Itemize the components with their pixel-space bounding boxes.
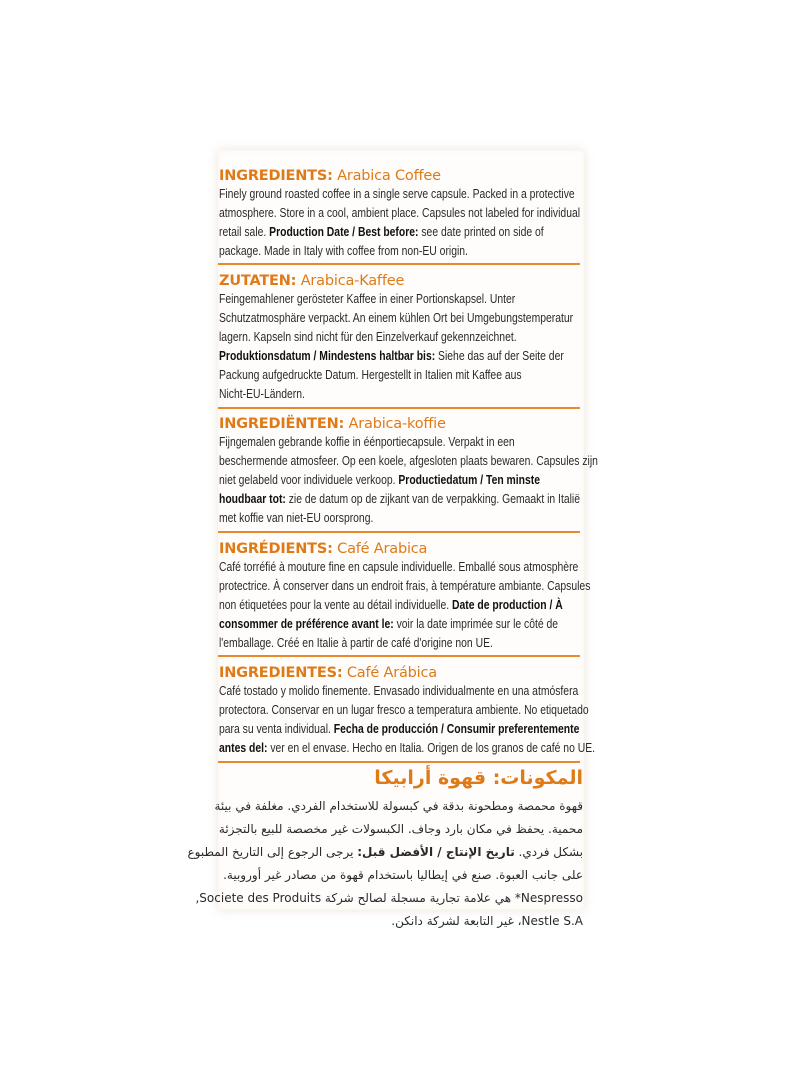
section-heading [218, 765, 583, 795]
section-body [219, 433, 598, 528]
text-line [219, 634, 581, 653]
line-text: Packung aufgedruckte Datum. Hergestellt in Italien mit Kaffee aus [219, 368, 522, 382]
section-body [219, 290, 581, 404]
heading-value: Arabica Coffee [337, 168, 441, 184]
text-line [219, 223, 581, 242]
text-line [219, 739, 596, 758]
line-bold-text: houdbaar tot: [219, 492, 286, 506]
line-text: ver en el envase. Hecho en Italia. Origen de los granos de café no UE. [267, 741, 596, 755]
section-divider [218, 407, 580, 409]
line-text: Siehe das auf der Seite der [435, 349, 564, 363]
ingredients-es [219, 664, 596, 758]
heading-key: INGREDIENTES: [219, 665, 343, 681]
line-bold-text: Production Date / Best before: [269, 225, 419, 239]
line-text: beschermende atmosfeer. Op een koele, afgesloten plaats bewaren. Capsules zijn [219, 454, 598, 468]
line-text: voir la date imprimée sur le côté de [393, 617, 559, 631]
heading-key: INGREDIENTS: [219, 168, 333, 184]
line-bold-text: تاريخ الإنتاج / الأفضل قبل: [357, 845, 515, 859]
line-text: يرجى الرجوع إلى التاريخ المطبوع [187, 845, 358, 859]
line-bold-text: consommer de préférence avant le: [219, 617, 394, 631]
heading-key: INGRÉDIENTS: [219, 541, 333, 557]
heading-value: Café Arabica [337, 541, 428, 557]
line-text: قهوة محمصة ومطحونة بدقة في كبسولة للاستخدام الفردي. مغلفة في بيئة [214, 799, 583, 813]
line-text: محمية. يحفظ في مكان بارد وجاف. الكبسولات غير مخصصة للبيع بالتجزئة [218, 822, 583, 836]
text-line [218, 818, 583, 841]
text-line [219, 490, 581, 509]
line-text: package. Made in Italy with coffee from non-EU origin. [219, 244, 468, 258]
section-heading [219, 540, 581, 558]
section-body [219, 558, 591, 653]
section-divider [218, 655, 580, 657]
line-text: Nicht-EU-Ländern. [219, 387, 305, 401]
heading-value: Arabica-Kaffee [300, 273, 405, 289]
heading-value: قهوة أرابيكا [374, 767, 487, 789]
text-line [219, 682, 581, 701]
section-body [219, 682, 596, 758]
line-text: lagern. Kapseln sind nicht für den Einzelverkauf gekennzeichnet. [219, 330, 517, 344]
text-line [219, 347, 581, 366]
heading-value: Café Arábica [346, 665, 437, 681]
heading-key: ZUTATEN: [219, 273, 297, 289]
line-text: Feingemahlener gerösteter Kaffee in einer Portionskapsel. Unter [219, 292, 516, 306]
text-line [195, 887, 583, 910]
section-heading [219, 167, 581, 185]
line-bold-text: antes del: [219, 741, 268, 755]
text-line [219, 185, 581, 204]
section-divider [218, 531, 580, 533]
text-line [219, 328, 581, 347]
line-text: بشكل فردي. [514, 845, 583, 859]
text-line [219, 577, 591, 596]
text-line [219, 309, 581, 328]
text-line [219, 720, 581, 739]
section-divider [218, 761, 580, 763]
line-bold-text: Productiedatum / Ten minste [398, 473, 541, 487]
line-text: l'emballage. Créé en Italie à partir de café d'origine non UE. [219, 636, 493, 650]
line-bold-text: Produktionsdatum / Mindestens haltbar bis: [219, 349, 436, 363]
text-line [218, 864, 583, 887]
text-line [219, 471, 581, 490]
text-line [219, 242, 581, 261]
text-line [219, 366, 581, 385]
text-line [219, 701, 589, 720]
text-line [219, 452, 598, 471]
ingredients-ar [187, 765, 583, 933]
text-line [219, 615, 581, 634]
text-line [219, 290, 581, 309]
line-text: protectrice. À conserver dans un endroit frais, à température ambiante. Capsules [219, 579, 591, 593]
line-text: atmosphere. Store in a cool, ambient place. Capsules not labeled for individual [219, 206, 581, 220]
text-line [219, 385, 581, 404]
line-text: niet gelabeld voor individuele verkoop. [219, 473, 399, 487]
line-text: Café tostado y molido finemente. Envasado individualmente en una atmósfera [219, 684, 579, 698]
line-text: Finely ground roasted coffee in a single serve capsule. Packed in a protective [219, 187, 575, 201]
section-heading [219, 272, 581, 290]
ingredients-en [219, 167, 581, 261]
line-text: non étiquetées pour la vente au détail individuelle. [219, 598, 453, 612]
line-bold-text: Date de production / À [452, 598, 563, 612]
text-line [219, 509, 581, 528]
section-divider [218, 263, 580, 265]
line-text: Café torréfié à mouture fine en capsule individuelle. Emballé sous atmosphère [219, 560, 579, 574]
text-line [218, 910, 583, 933]
ingredients-nl [219, 415, 598, 528]
line-text: Nespresso* هي علامة تجارية مسجلة لصالح شركة Societe des Produits, [195, 891, 583, 905]
line-text: على جانب العبوة. صنع في إيطاليا باستخدام قهوة من مصادر غير أوروبية. [223, 868, 583, 882]
line-text: Nestle S.A، غير التابعة لشركة دانكن. [391, 914, 583, 928]
section-heading [219, 415, 581, 433]
line-text: zie de datum op de zijkant van de verpakking. Gemaakt in Italië [285, 492, 580, 506]
line-text: retail sale. [219, 225, 270, 239]
heading-key: المكونات: [492, 767, 583, 789]
section-heading [219, 664, 581, 682]
line-text: Fijngemalen gebrande koffie in éénportiecapsule. Verpakt in een [219, 435, 515, 449]
line-text: para su venta individual. [219, 722, 334, 736]
text-line [219, 433, 581, 452]
section-body [219, 185, 581, 261]
text-line [214, 795, 583, 818]
ingredients-fr [219, 540, 591, 653]
line-text: protectora. Conservar en un lugar fresco a temperatura ambiente. No etiquetado [219, 703, 589, 717]
line-text: Schutzatmosphäre verpackt. An einem kühlen Ort bei Umgebungstemperatur [219, 311, 574, 325]
line-text: met koffie van niet-EU oorsprong. [219, 511, 374, 525]
heading-key: INGREDIËNTEN: [219, 416, 345, 432]
section-body [187, 795, 583, 933]
heading-value: Arabica-koffie [348, 416, 446, 432]
text-line [187, 841, 583, 864]
text-line [219, 596, 581, 615]
ingredients-de [219, 272, 581, 404]
text-line [219, 204, 581, 223]
line-bold-text: Fecha de producción / Consumir preferentemente [333, 722, 580, 736]
text-line [219, 558, 581, 577]
line-text: see date printed on side of [418, 225, 544, 239]
